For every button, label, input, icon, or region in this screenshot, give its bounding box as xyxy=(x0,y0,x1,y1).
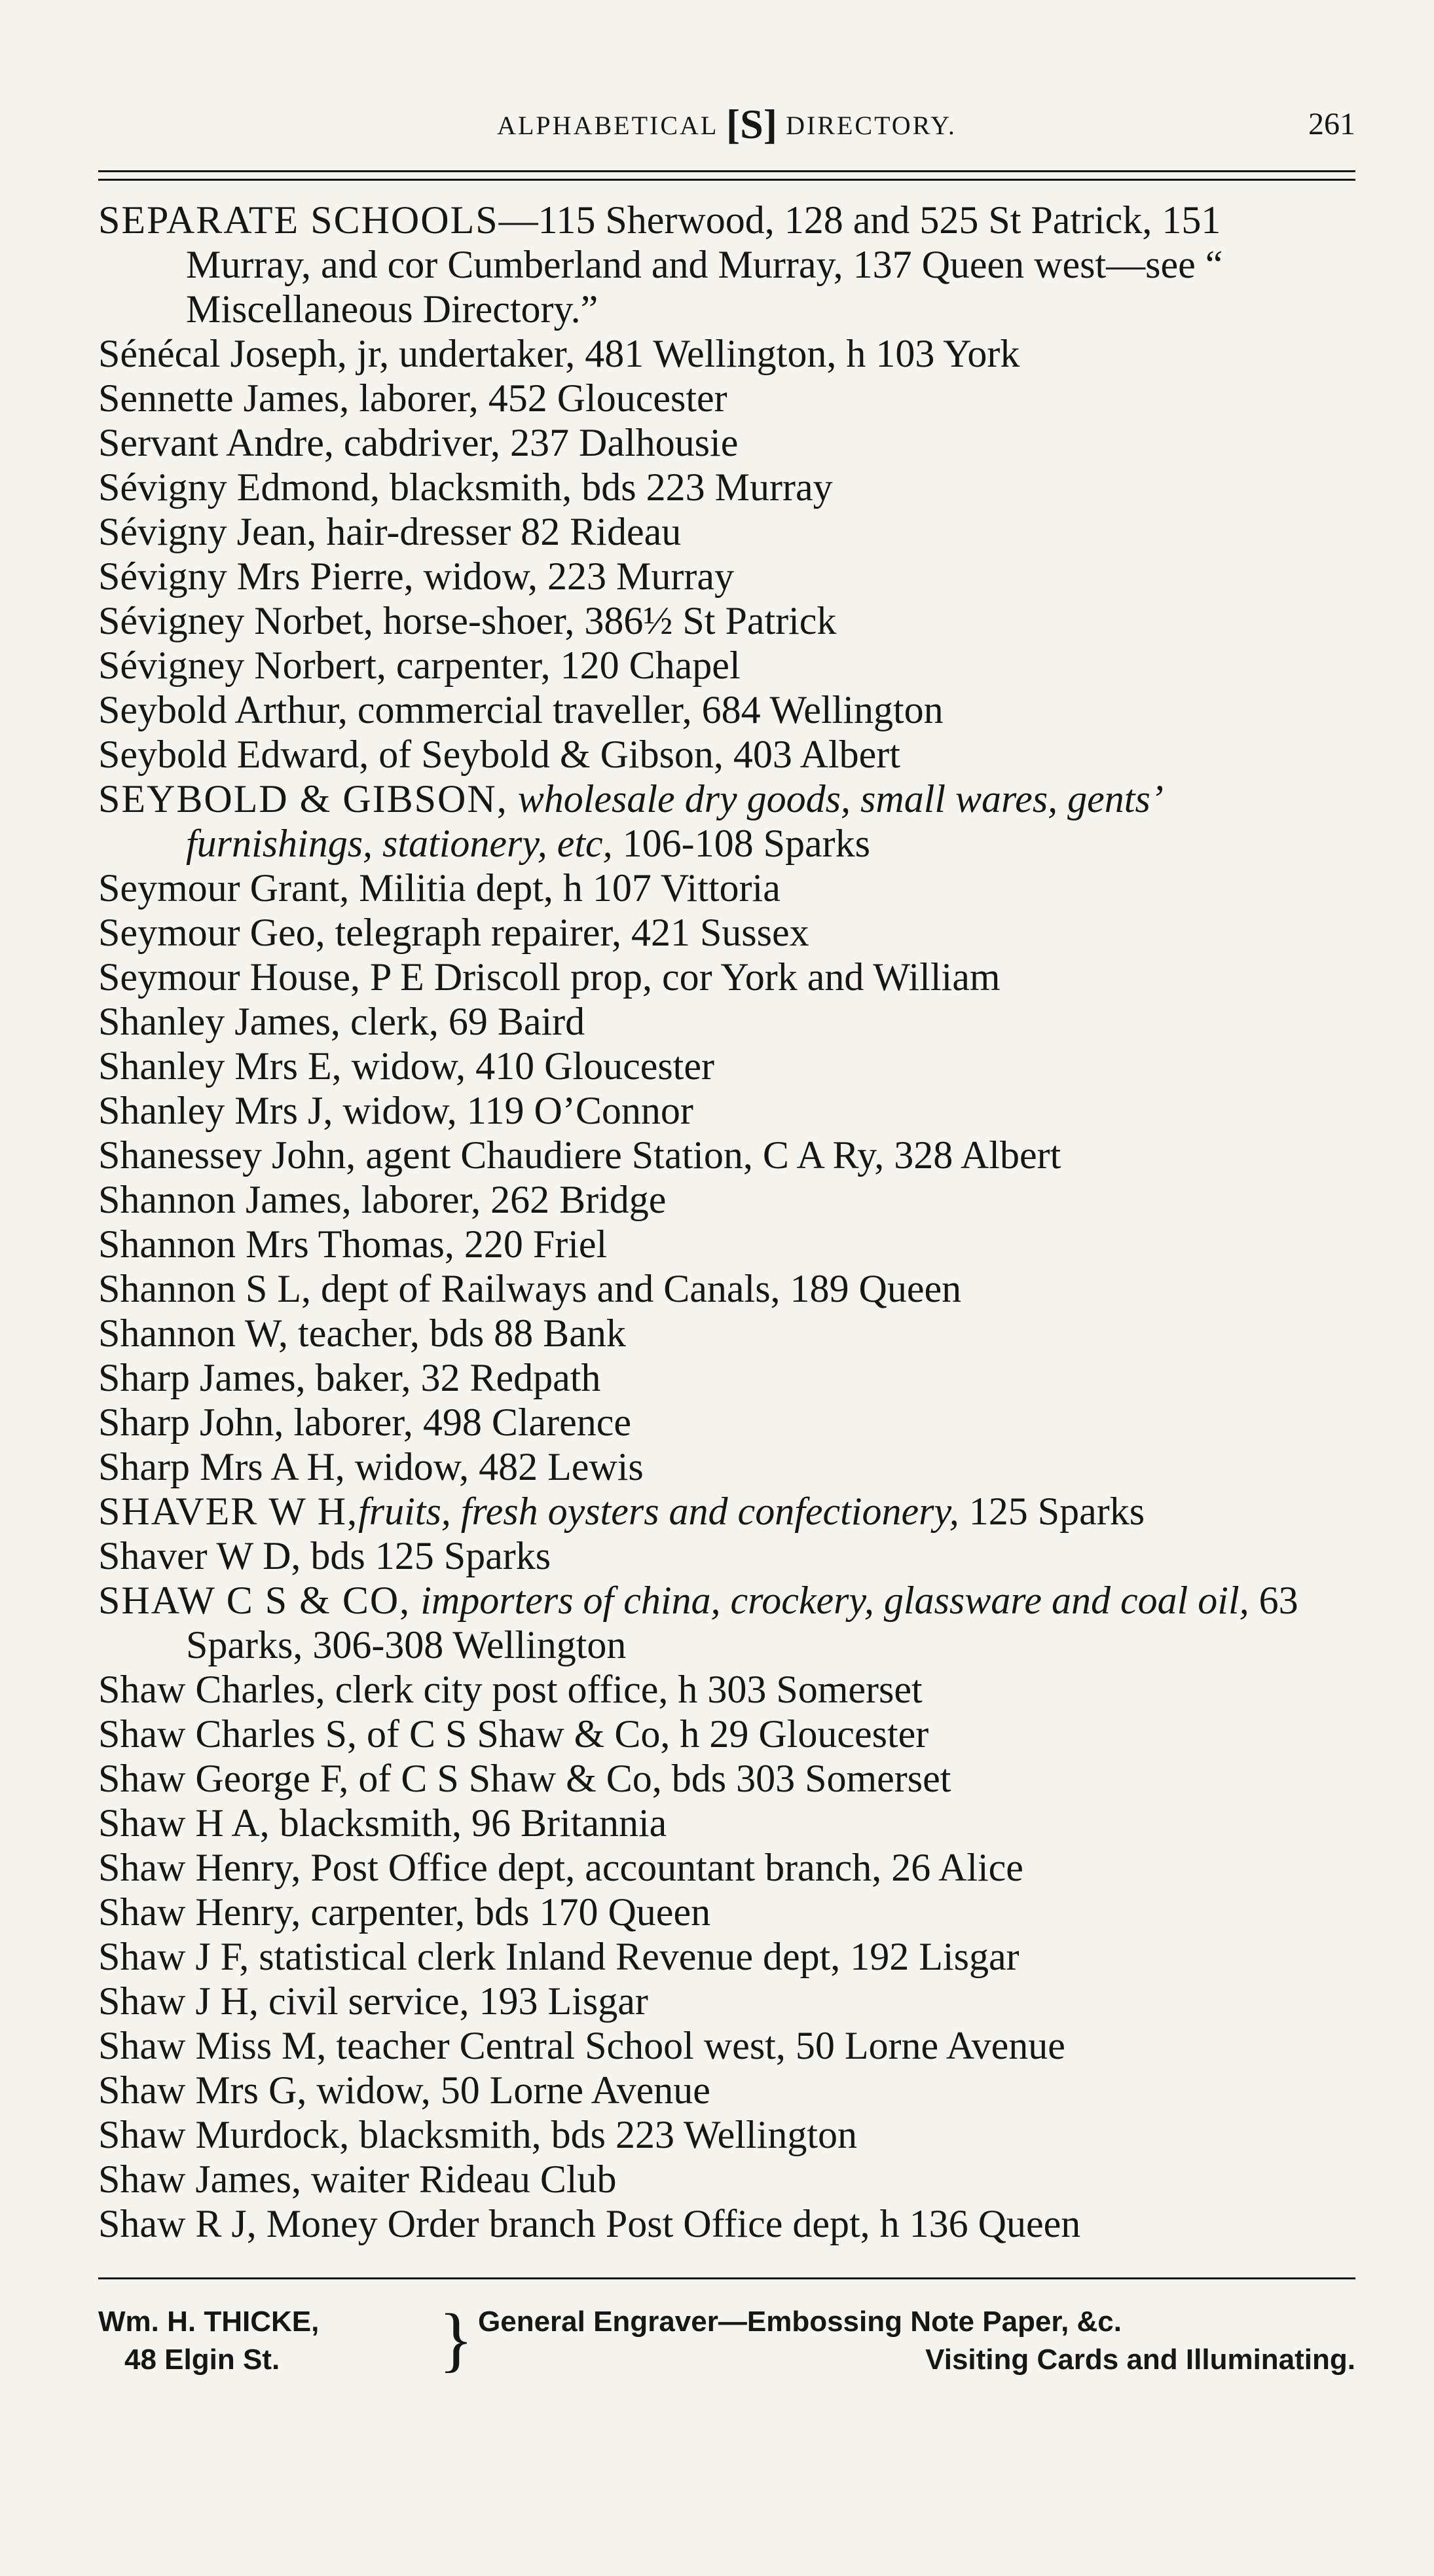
entry-name: Shaver W D, xyxy=(98,1534,301,1577)
service-line-1: General Engraver—Embossing Note Paper, &c. xyxy=(478,2306,1122,2338)
entry-name: Seymour Geo, xyxy=(98,911,325,954)
advertiser-address: 48 Elgin St. xyxy=(124,2344,280,2376)
directory-entries xyxy=(98,198,1355,2246)
entry-details: agent Chaudiere Station, C A Ry, 328 Albert xyxy=(356,1133,1061,1177)
directory-entry xyxy=(98,910,1355,955)
directory-entry xyxy=(98,1355,1355,1400)
entry-name: Sharp John, xyxy=(98,1401,284,1444)
entry-details: teacher, bds 88 Bank xyxy=(288,1312,626,1355)
entry-name: Shaw R J, xyxy=(98,2202,257,2245)
entry-name: Shaw H A, xyxy=(98,1801,270,1845)
entry-details: Money Order branch Post Office dept, h 136 Queen xyxy=(256,2202,1081,2245)
directory-entry xyxy=(98,1756,1355,1801)
entry-details: teacher Central School west, 50 Lorne Avenue xyxy=(326,2024,1065,2067)
entry-name: Sévigney Norbert, xyxy=(98,644,386,687)
directory-entry xyxy=(98,1934,1355,1979)
entry-details: blacksmith, 96 Britannia xyxy=(269,1801,667,1845)
entry-details: hair-dresser 82 Rideau xyxy=(316,510,682,553)
entry-details: jr, undertaker, 481 Wellington, h 103 York xyxy=(346,332,1020,375)
entry-details: clerk city post office, h 303 Somerset xyxy=(325,1668,923,1711)
entry-details: Militia dept, h 107 Vittoria xyxy=(349,866,781,910)
directory-entry xyxy=(98,2068,1355,2112)
entry-details: commercial traveller, 684 Wellington xyxy=(347,688,944,731)
directory-entry xyxy=(98,2023,1355,2068)
entry-details: waiter Rideau Club xyxy=(301,2158,617,2201)
directory-entry xyxy=(98,1266,1355,1311)
entry-details: 220 Friel xyxy=(454,1223,608,1266)
directory-entry xyxy=(98,1801,1355,1845)
page-number: 261 xyxy=(1308,107,1355,141)
directory-entry xyxy=(98,509,1355,554)
advertisement-footer xyxy=(98,2299,1355,2401)
entry-details: —115 Sherwood, 128 and 525 St Patrick, 151 Murray, and cor Cumberland and Murray, 137 Queen west—see “ Miscellaneous Directory.” xyxy=(186,198,1223,331)
entry-name: Shannon W, xyxy=(98,1312,289,1355)
entry-details: blacksmith, bds 223 Murray xyxy=(380,466,833,509)
entry-details: blacksmith, bds 223 Wellington xyxy=(349,2113,857,2156)
entry-name: Shaw Henry, xyxy=(98,1846,301,1889)
entry-name: Shaw George F, xyxy=(98,1757,349,1800)
entry-details: widow, 482 Lewis xyxy=(344,1445,644,1488)
directory-entry xyxy=(98,1088,1355,1133)
directory-entry xyxy=(98,1890,1355,1934)
entry-details: laborer, 452 Gloucester xyxy=(349,377,727,420)
directory-entry xyxy=(98,955,1355,999)
entry-details: widow, 50 Lorne Avenue xyxy=(306,2069,710,2112)
directory-entry xyxy=(98,554,1355,598)
entry-details: of C S Shaw & Co, h 29 Gloucester xyxy=(356,1712,929,1756)
entry-name: SEPARATE SCHOOLS xyxy=(98,198,499,242)
directory-entry xyxy=(98,1400,1355,1444)
entry-name: Shannon S L, xyxy=(98,1267,312,1310)
directory-entry xyxy=(98,598,1355,643)
entry-name: Sennette James, xyxy=(98,377,350,420)
entry-name: Sévigny Mrs Pierre, xyxy=(98,555,414,598)
directory-entry xyxy=(98,999,1355,1044)
entry-details: bds 125 Sparks xyxy=(301,1534,551,1577)
entry-name: Sévigny Edmond, xyxy=(98,466,380,509)
entry-trade-description: wholesale dry goods, small wares, gents’ furnishings, stationery, etc, xyxy=(186,777,1160,865)
entry-details: of C S Shaw & Co, bds 303 Somerset xyxy=(348,1757,951,1800)
directory-entry xyxy=(98,866,1355,910)
entry-name: Sénécal Joseph, xyxy=(98,332,347,375)
service-block xyxy=(478,2303,1355,2379)
entry-name: Sharp Mrs A H, xyxy=(98,1445,345,1488)
directory-entry xyxy=(98,1489,1355,1534)
entry-details: dept of Railways and Canals, 189 Queen xyxy=(311,1267,962,1310)
entry-details: of Seybold & Gibson, 403 Albert xyxy=(369,733,900,776)
directory-entry xyxy=(98,1044,1355,1088)
directory-entry xyxy=(98,1534,1355,1578)
page-header xyxy=(98,98,1355,151)
service-line-2: Visiting Cards and Illuminating. xyxy=(925,2344,1355,2376)
directory-entry xyxy=(98,420,1355,465)
entry-name: Shaw J H, xyxy=(98,1979,259,2023)
entry-name: Shaw James, xyxy=(98,2158,301,2201)
directory-entry xyxy=(98,376,1355,420)
directory-entry xyxy=(98,2201,1355,2246)
entry-name: Seymour House, xyxy=(98,955,360,999)
title-left: ALPHABETICAL xyxy=(497,111,718,140)
entry-name: Sévigny Jean, xyxy=(98,510,317,553)
directory-entry xyxy=(98,331,1355,376)
directory-entry xyxy=(98,777,1355,866)
entry-name: Shaw Charles S, xyxy=(98,1712,357,1756)
directory-entry xyxy=(98,1979,1355,2023)
brace-glyph: } xyxy=(439,2299,473,2379)
entry-details: 63 Sparks, 306-308 Wellington xyxy=(186,1579,1298,1666)
entry-name: SHAW C S & CO, xyxy=(98,1579,411,1622)
footer-rule xyxy=(98,2277,1355,2279)
directory-entry xyxy=(98,732,1355,777)
entry-trade-description: importers of china, crockery, glassware and coal oil, xyxy=(411,1579,1249,1622)
entry-name: Shaw Charles, xyxy=(98,1668,325,1711)
entry-trade-description: fruits, fresh oysters and confectionery, xyxy=(358,1490,959,1533)
entry-name: Shaw Miss M, xyxy=(98,2024,327,2067)
entry-details: widow, 119 O’Connor xyxy=(333,1089,693,1132)
directory-entry xyxy=(98,2112,1355,2157)
entry-details: carpenter, 120 Chapel xyxy=(386,644,741,687)
entry-name: Shanessey John, xyxy=(98,1133,356,1177)
entry-details: baker, 32 Redpath xyxy=(305,1356,601,1399)
entry-details: civil service, 193 Lisgar xyxy=(259,1979,648,2023)
advertiser-block xyxy=(98,2303,319,2379)
entry-details: 125 Sparks xyxy=(959,1490,1145,1533)
entry-name: Shaw J F, xyxy=(98,1935,249,1978)
entry-name: Shannon James, xyxy=(98,1178,352,1221)
entry-details: Post Office dept, accountant branch, 26 Alice xyxy=(301,1846,1023,1889)
entry-details: telegraph repairer, 421 Sussex xyxy=(325,911,809,954)
section-letter: [S] xyxy=(726,101,778,147)
entry-name: Shaw Mrs G, xyxy=(98,2069,307,2112)
directory-entry xyxy=(98,1177,1355,1222)
entry-details: clerk, 69 Baird xyxy=(340,1000,585,1043)
directory-entry xyxy=(98,198,1355,331)
entry-details: laborer, 498 Clarence xyxy=(284,1401,632,1444)
entry-name: Shanley James, xyxy=(98,1000,340,1043)
entry-details: P E Driscoll prop, cor York and William xyxy=(359,955,1001,999)
entry-name: SEYBOLD & GIBSON, xyxy=(98,777,508,820)
entry-details: cabdriver, 237 Dalhousie xyxy=(333,421,739,464)
entry-name: SHAVER W H, xyxy=(98,1490,359,1533)
running-title xyxy=(98,98,1355,152)
directory-entry xyxy=(98,465,1355,509)
entry-name: Shaw Henry, xyxy=(98,1890,301,1934)
directory-entry xyxy=(98,2157,1355,2201)
entry-details: carpenter, bds 170 Queen xyxy=(301,1890,711,1934)
directory-page xyxy=(98,98,1355,2401)
entry-name: Seybold Arthur, xyxy=(98,688,348,731)
entry-details: 106-108 Sparks xyxy=(612,822,870,865)
entry-name: Servant Andre, xyxy=(98,421,334,464)
directory-entry xyxy=(98,1712,1355,1756)
entry-details: widow, 223 Murray xyxy=(413,555,734,598)
directory-entry xyxy=(98,1133,1355,1177)
directory-entry xyxy=(98,688,1355,732)
entry-details: horse-shoer, 386½ St Patrick xyxy=(373,599,837,642)
header-double-rule xyxy=(98,170,1355,181)
title-right: DIRECTORY. xyxy=(786,111,957,140)
entry-name: Shanley Mrs E, xyxy=(98,1044,342,1088)
entry-name: Shannon Mrs Thomas, xyxy=(98,1223,454,1266)
entry-name: Shanley Mrs J, xyxy=(98,1089,333,1132)
entry-name: Seybold Edward, xyxy=(98,733,369,776)
directory-entry xyxy=(98,1222,1355,1266)
directory-entry xyxy=(98,1578,1355,1667)
advertiser-name: Wm. H. THICKE, xyxy=(98,2306,320,2338)
entry-name: Shaw Murdock, xyxy=(98,2113,350,2156)
directory-entry xyxy=(98,1444,1355,1489)
entry-details: statistical clerk Inland Revenue dept, 192 Lisgar xyxy=(249,1935,1020,1978)
directory-entry xyxy=(98,643,1355,688)
entry-name: Sévigney Norbet, xyxy=(98,599,373,642)
entry-name: Sharp James, xyxy=(98,1356,306,1399)
entry-details: widow, 410 Gloucester xyxy=(341,1044,714,1088)
directory-entry xyxy=(98,1667,1355,1712)
entry-details: laborer, 262 Bridge xyxy=(351,1178,667,1221)
directory-entry xyxy=(98,1311,1355,1355)
entry-name: Seymour Grant, xyxy=(98,866,350,910)
directory-entry xyxy=(98,1845,1355,1890)
